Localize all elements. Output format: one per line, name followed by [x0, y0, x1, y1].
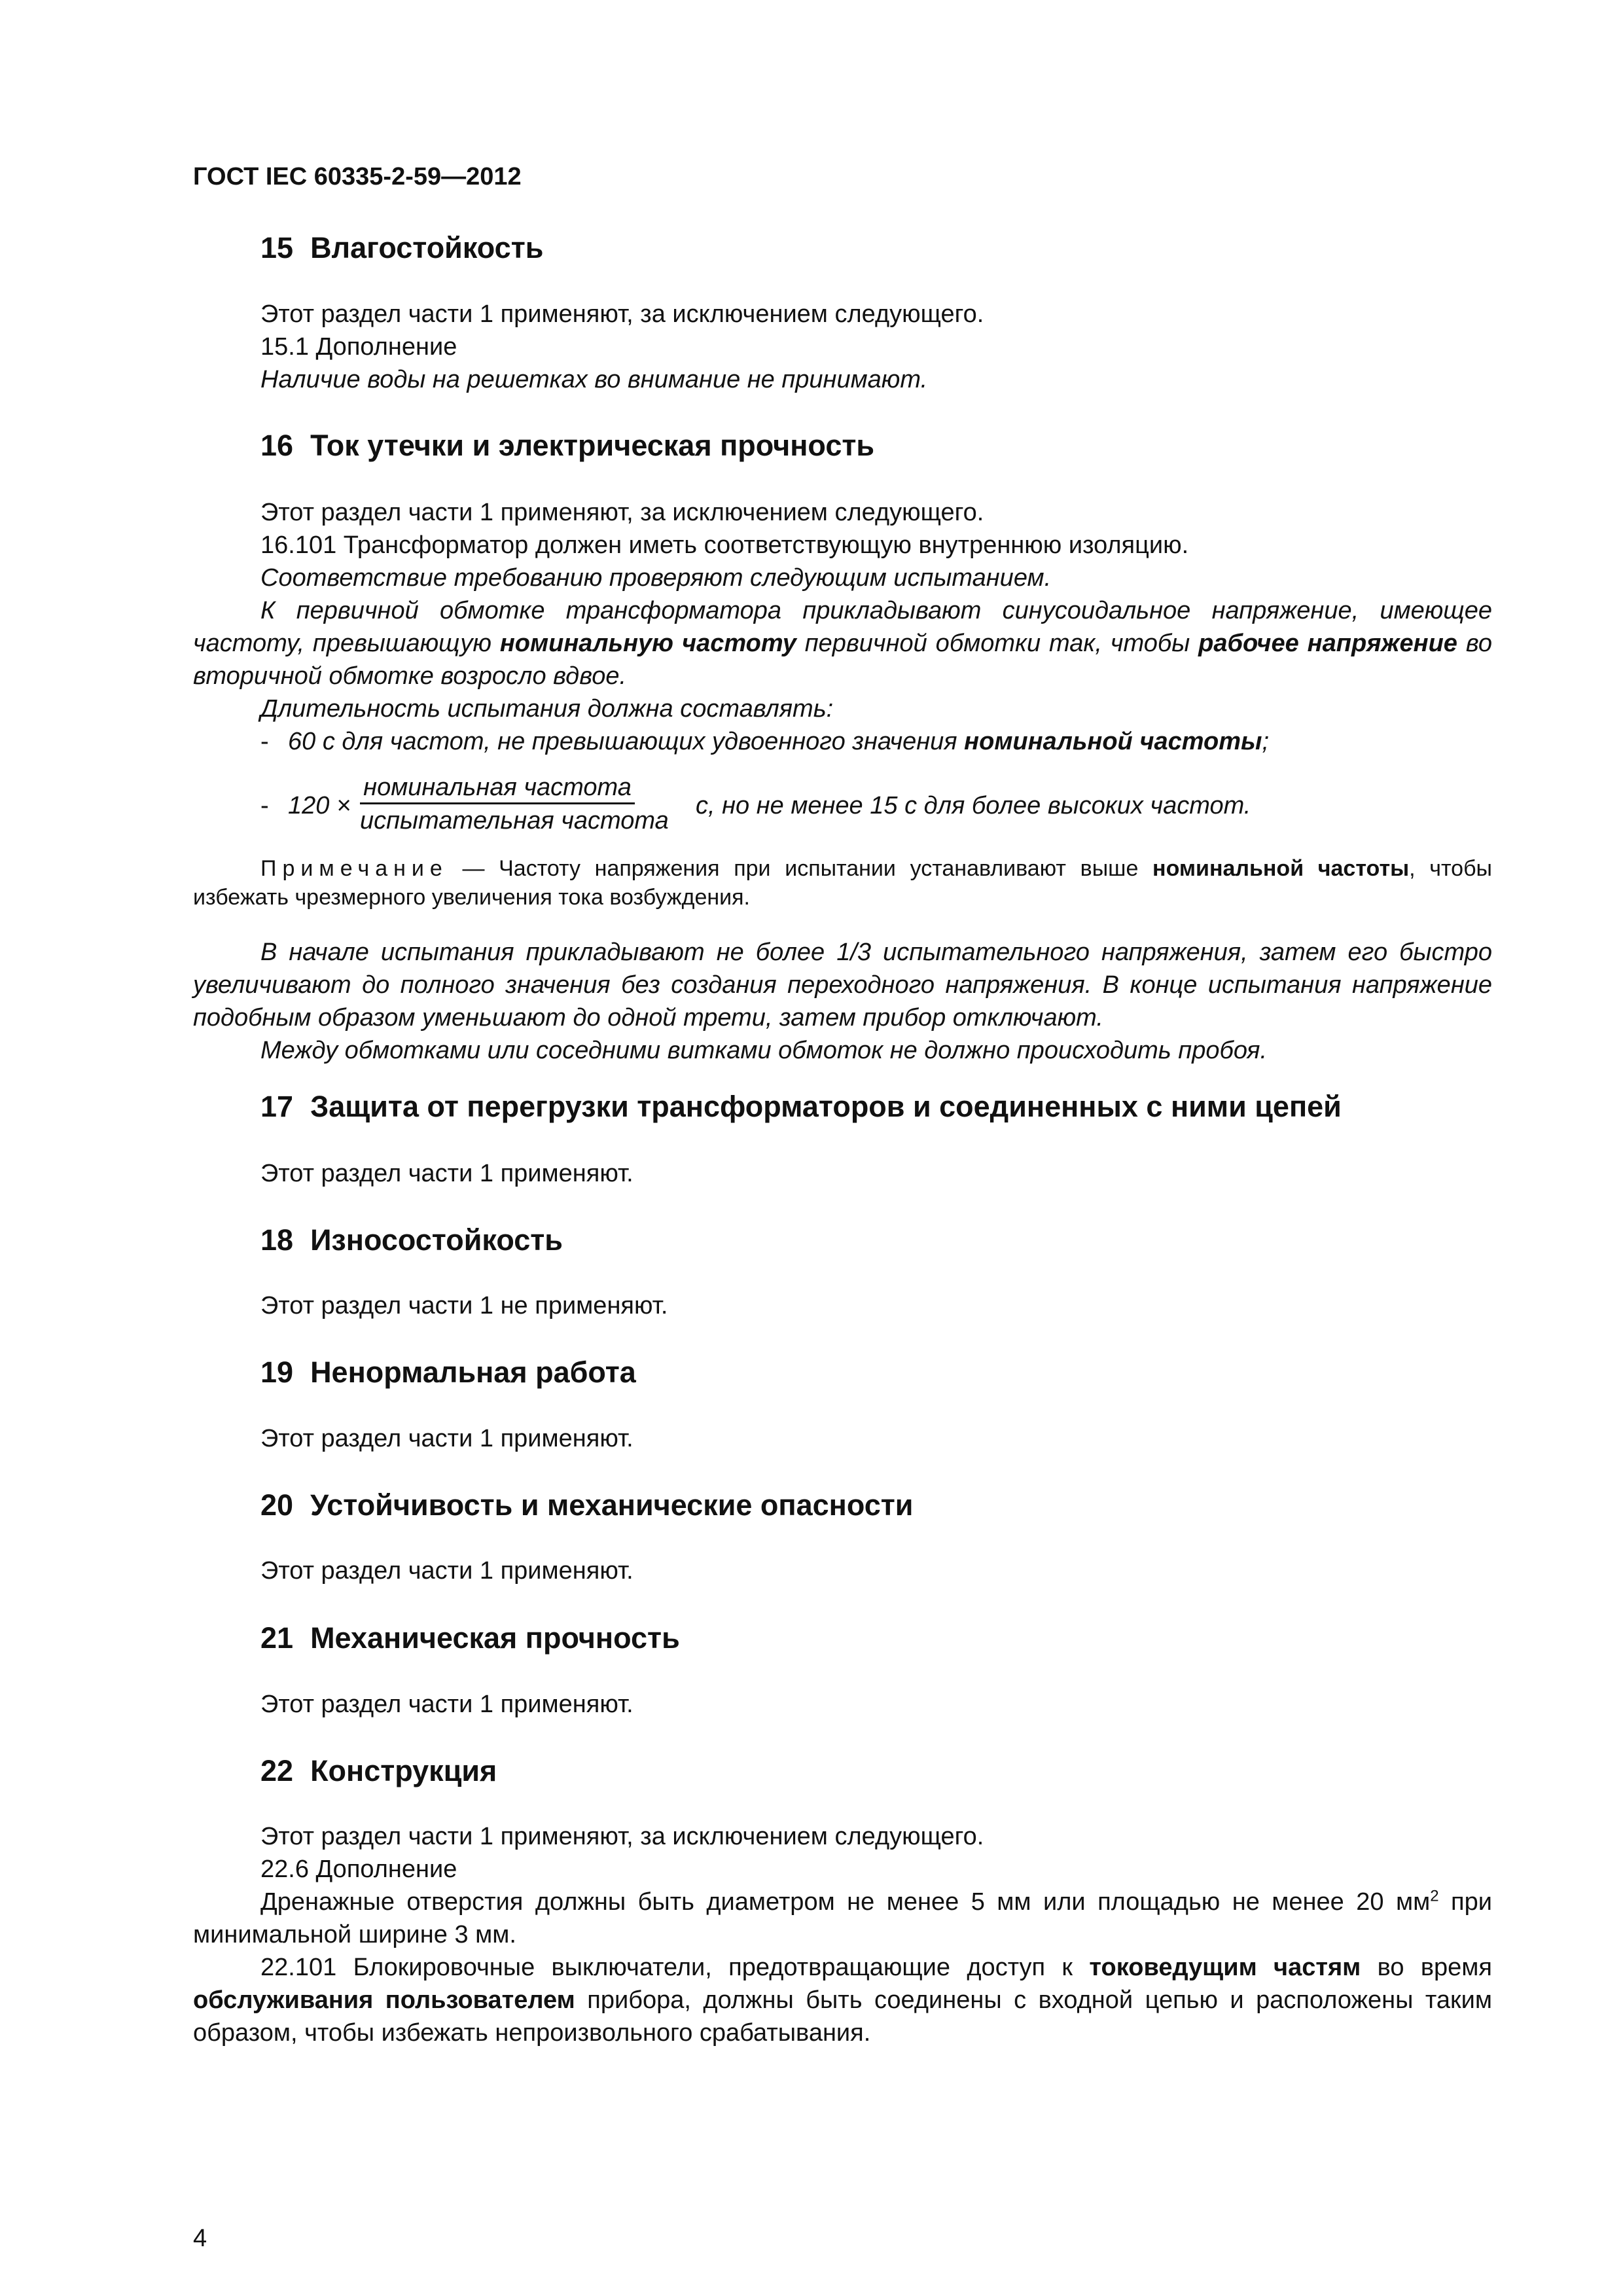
clause-heading: 22.6 Дополнение: [260, 1856, 457, 1883]
fraction-denominator: испытательная частота: [360, 807, 669, 834]
note-label: Примечание: [260, 856, 448, 881]
section-17-heading: [260, 1088, 1342, 1126]
text-run: прибора, должны быть соединены с входной цепью и расположены таким образом, чтобы избежать непроизвольного срабатывания.: [193, 1986, 1492, 2047]
section-22-body: [193, 1820, 1492, 2049]
section-number: 19: [260, 1355, 294, 1389]
paragraph: Этот раздел части 1 применяют, за исключением следующего.: [260, 499, 984, 526]
page-number: 4: [193, 2225, 207, 2252]
section-title: Износостойкость: [310, 1223, 563, 1257]
paragraph: Этот раздел части 1 применяют.: [260, 1691, 633, 1718]
section-16-heading: [260, 427, 874, 465]
section-22-heading: [260, 1752, 497, 1790]
section-number: 15: [260, 231, 294, 264]
term: обслуживания пользователем: [193, 1986, 575, 2014]
section-19-heading: [260, 1354, 636, 1391]
note: [193, 854, 1492, 912]
paragraph: Этот раздел части 1 применяют, за исключением следующего.: [260, 300, 984, 328]
paragraph: Соответствие требованию проверяют следующим испытанием.: [260, 564, 1052, 592]
section-number: 20: [260, 1488, 294, 1522]
section-16-body: [193, 496, 1492, 725]
section-20-body: [193, 1554, 1492, 1587]
text-run: при минимальной ширине 3 мм.: [193, 1888, 1492, 1948]
section-number: 21: [260, 1621, 294, 1655]
section-18-body: [193, 1289, 1492, 1322]
text-run: Дренажные отверстия должны быть диаметром не менее 5 мм или площадью не менее 20 мм: [260, 1888, 1431, 1916]
list-dash: -: [260, 728, 269, 755]
clause-text: 16.101 Трансформатор должен иметь соответствующую внутреннюю изоляцию.: [260, 531, 1189, 559]
paragraph: Этот раздел части 1 применяют.: [260, 1557, 633, 1585]
paragraph: Длительность испытания должна составлять:: [260, 695, 834, 723]
section-title: Конструкция: [310, 1754, 497, 1787]
note-text: [193, 854, 1492, 912]
section-title: Защита от перегрузки трансформаторов и соединенных с ними цепей: [310, 1090, 1342, 1123]
section-title: Устойчивость и механические опасности: [310, 1488, 914, 1522]
section-19-body: [193, 1422, 1492, 1455]
term: номинальную частоту: [499, 630, 796, 657]
text-run: — Частоту напряжения при испытании устанавливают выше: [448, 856, 1153, 881]
paragraph: Между обмотками или соседними витками обмоток не должно происходить пробоя.: [260, 1037, 1267, 1064]
paragraph: Этот раздел части 1 применяют.: [260, 1425, 633, 1452]
text-run: ;: [1262, 728, 1270, 755]
section-number: 18: [260, 1223, 294, 1257]
superscript: 2: [1430, 1887, 1439, 1905]
formula-fraction: [360, 772, 669, 837]
section-17-body: [193, 1157, 1492, 1190]
term: номинальной частоты: [964, 728, 1262, 755]
paragraph: [193, 594, 1492, 692]
text-run: , чтобы избежать чрезмерного увеличения тока возбуждения.: [193, 856, 1492, 910]
list-dash: -: [260, 792, 269, 819]
list-item-1: [193, 725, 1492, 758]
document-id: ГОСТ IEC 60335-2-59—2012: [193, 163, 522, 190]
section-number: 16: [260, 429, 294, 462]
paragraph: Наличие воды на решетках во внимание не принимают.: [260, 366, 928, 393]
term: токоведущим частям: [1089, 1954, 1361, 1981]
section-16-body-continued: [193, 936, 1492, 1067]
paragraph: Этот раздел части 1 применяют.: [260, 1160, 633, 1187]
section-15-heading: [260, 229, 543, 267]
paragraph: В начале испытания прикладывают не более 1/3 испытательного напряжения, затем его быстро увеличивают до полного значения без создания переходного напряжения. В конце испытания напряжение подобным образом уменьшают до одной трети, затем прибор отключают.: [193, 939, 1492, 1031]
text-run: К первичной обмотке трансформатора прикладывают синусоидальное напряжение, имеющее частоту, превышающую: [193, 597, 1492, 657]
term: номинальной частоты: [1152, 856, 1410, 881]
paragraph: Этот раздел части 1 применяют, за исключением следующего.: [260, 1823, 984, 1850]
text-run: 60 с для частот, не превышающих удвоенного значения: [288, 728, 965, 755]
section-number: 22: [260, 1754, 294, 1787]
paragraph: [193, 1886, 1492, 1951]
section-number: 17: [260, 1090, 294, 1123]
section-title: Механическая прочность: [310, 1621, 680, 1655]
formula-coefficient: 120 ×: [288, 792, 351, 819]
text-run: во время: [1361, 1954, 1492, 1981]
section-18-heading: [260, 1221, 563, 1259]
section-21-body: [193, 1688, 1492, 1721]
section-15-body: [193, 298, 1492, 396]
text-run: во вторичной обмотке возросло вдвое.: [193, 630, 1493, 690]
section-title: Ненормальная работа: [310, 1355, 636, 1389]
section-21-heading: [260, 1619, 680, 1657]
fraction-numerator: номинальная частота: [360, 772, 635, 804]
text-run: 22.101 Блокировочные выключатели, предотвращающие доступ к: [260, 1954, 1090, 1981]
section-title: Влагостойкость: [310, 231, 544, 264]
text-run: первичной обмотки так, чтобы: [796, 630, 1199, 657]
paragraph: Этот раздел части 1 не применяют.: [260, 1292, 668, 1319]
section-20-heading: [260, 1486, 913, 1524]
clause-text: [193, 1951, 1492, 2049]
section-title: Ток утечки и электрическая прочность: [310, 429, 875, 462]
term: рабочее напряжение: [1198, 630, 1457, 657]
formula-tail: с, но не менее 15 с для более высоких частот.: [696, 792, 1251, 819]
clause-heading: 15.1 Дополнение: [260, 333, 457, 361]
